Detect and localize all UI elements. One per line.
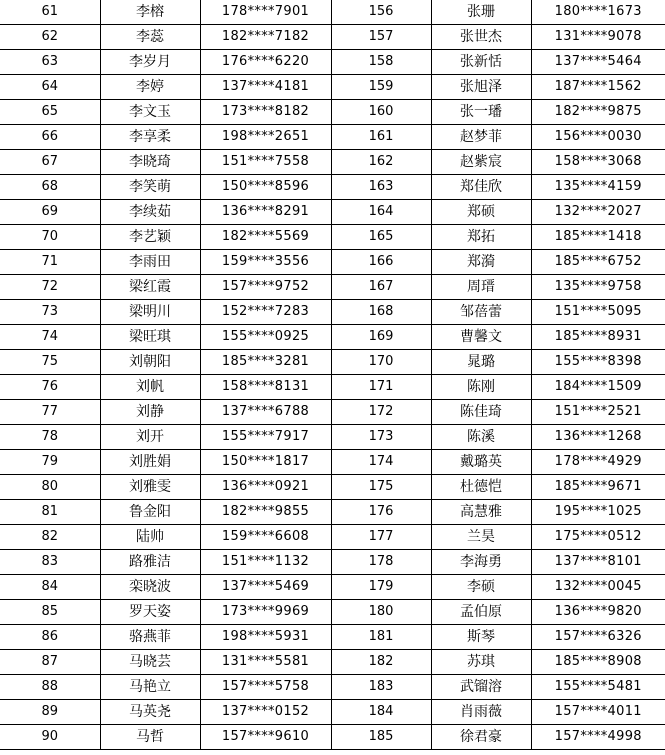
right-name-cell: 肖雨薇 xyxy=(431,700,531,725)
left-phone-cell: 185****3281 xyxy=(200,350,331,375)
left-phone-cell: 198****2651 xyxy=(200,125,331,150)
right-name-cell: 徐君豪 xyxy=(431,725,531,750)
right-name-cell: 陈溪 xyxy=(431,425,531,450)
right-phone-cell: 131****9078 xyxy=(531,25,665,50)
left-name-cell: 刘胜娟 xyxy=(100,450,200,475)
right-row-number-cell: 176 xyxy=(331,500,431,525)
left-row-number-cell: 77 xyxy=(0,400,100,425)
left-row-number-cell: 62 xyxy=(0,25,100,50)
table-row xyxy=(0,100,665,125)
left-name-cell: 刘静 xyxy=(100,400,200,425)
right-row-number-cell: 183 xyxy=(331,675,431,700)
right-row-number-cell: 172 xyxy=(331,400,431,425)
right-row-number-cell: 166 xyxy=(331,250,431,275)
right-name-cell: 张珊 xyxy=(431,0,531,25)
table-row xyxy=(0,600,665,625)
right-phone-cell: 185****1418 xyxy=(531,225,665,250)
left-name-cell: 罗天姿 xyxy=(100,600,200,625)
right-phone-cell: 136****1268 xyxy=(531,425,665,450)
right-phone-cell: 132****0045 xyxy=(531,575,665,600)
table-row xyxy=(0,175,665,200)
right-phone-cell: 180****1673 xyxy=(531,0,665,25)
left-phone-cell: 157****9752 xyxy=(200,275,331,300)
right-row-number-cell: 171 xyxy=(331,375,431,400)
right-phone-cell: 151****2521 xyxy=(531,400,665,425)
left-name-cell: 栾晓波 xyxy=(100,575,200,600)
left-name-cell: 马艳立 xyxy=(100,675,200,700)
right-row-number-cell: 177 xyxy=(331,525,431,550)
right-row-number-cell: 182 xyxy=(331,650,431,675)
right-row-number-cell: 168 xyxy=(331,300,431,325)
right-phone-cell: 137****8101 xyxy=(531,550,665,575)
table-row xyxy=(0,400,665,425)
right-phone-cell: 157****6326 xyxy=(531,625,665,650)
right-phone-cell: 187****1562 xyxy=(531,75,665,100)
right-row-number-cell: 175 xyxy=(331,475,431,500)
right-phone-cell: 185****9671 xyxy=(531,475,665,500)
left-name-cell: 刘朝阳 xyxy=(100,350,200,375)
left-phone-cell: 150****8596 xyxy=(200,175,331,200)
table-row xyxy=(0,700,665,725)
left-row-number-cell: 61 xyxy=(0,0,100,25)
table-row xyxy=(0,575,665,600)
left-row-number-cell: 81 xyxy=(0,500,100,525)
table-row xyxy=(0,350,665,375)
left-row-number-cell: 84 xyxy=(0,575,100,600)
left-phone-cell: 173****9969 xyxy=(200,600,331,625)
left-name-cell: 梁明川 xyxy=(100,300,200,325)
right-row-number-cell: 178 xyxy=(331,550,431,575)
right-phone-cell: 155****5481 xyxy=(531,675,665,700)
left-name-cell: 马晓芸 xyxy=(100,650,200,675)
right-phone-cell: 135****4159 xyxy=(531,175,665,200)
right-name-cell: 邹蓓蕾 xyxy=(431,300,531,325)
left-name-cell: 李笑萌 xyxy=(100,175,200,200)
right-row-number-cell: 156 xyxy=(331,0,431,25)
table-row xyxy=(0,375,665,400)
table-row xyxy=(0,0,665,25)
left-name-cell: 李雨田 xyxy=(100,250,200,275)
right-row-number-cell: 174 xyxy=(331,450,431,475)
table-row xyxy=(0,325,665,350)
right-phone-cell: 158****3068 xyxy=(531,150,665,175)
right-phone-cell: 135****9758 xyxy=(531,275,665,300)
left-name-cell: 李续茹 xyxy=(100,200,200,225)
left-row-number-cell: 72 xyxy=(0,275,100,300)
table-row xyxy=(0,650,665,675)
right-phone-cell: 185****6752 xyxy=(531,250,665,275)
right-row-number-cell: 169 xyxy=(331,325,431,350)
left-phone-cell: 198****5931 xyxy=(200,625,331,650)
left-phone-cell: 159****3556 xyxy=(200,250,331,275)
left-phone-cell: 152****7283 xyxy=(200,300,331,325)
left-row-number-cell: 65 xyxy=(0,100,100,125)
table-row xyxy=(0,25,665,50)
left-row-number-cell: 85 xyxy=(0,600,100,625)
left-phone-cell: 182****5569 xyxy=(200,225,331,250)
left-phone-cell: 178****7901 xyxy=(200,0,331,25)
left-row-number-cell: 79 xyxy=(0,450,100,475)
right-name-cell: 兰昊 xyxy=(431,525,531,550)
left-row-number-cell: 74 xyxy=(0,325,100,350)
left-name-cell: 李榕 xyxy=(100,0,200,25)
right-row-number-cell: 164 xyxy=(331,200,431,225)
right-phone-cell: 185****8931 xyxy=(531,325,665,350)
left-phone-cell: 158****8131 xyxy=(200,375,331,400)
right-row-number-cell: 170 xyxy=(331,350,431,375)
left-phone-cell: 137****0152 xyxy=(200,700,331,725)
left-phone-cell: 157****9610 xyxy=(200,725,331,750)
left-phone-cell: 137****6788 xyxy=(200,400,331,425)
left-row-number-cell: 70 xyxy=(0,225,100,250)
left-row-number-cell: 75 xyxy=(0,350,100,375)
left-row-number-cell: 64 xyxy=(0,75,100,100)
left-phone-cell: 182****7182 xyxy=(200,25,331,50)
table-row xyxy=(0,425,665,450)
left-name-cell: 梁红霞 xyxy=(100,275,200,300)
right-name-cell: 苏琪 xyxy=(431,650,531,675)
left-name-cell: 李岁月 xyxy=(100,50,200,75)
right-name-cell: 张一璠 xyxy=(431,100,531,125)
left-phone-cell: 176****6220 xyxy=(200,50,331,75)
right-row-number-cell: 158 xyxy=(331,50,431,75)
right-row-number-cell: 157 xyxy=(331,25,431,50)
right-row-number-cell: 173 xyxy=(331,425,431,450)
table-row xyxy=(0,625,665,650)
right-phone-cell: 156****0030 xyxy=(531,125,665,150)
right-name-cell: 斯琴 xyxy=(431,625,531,650)
left-name-cell: 李艺颖 xyxy=(100,225,200,250)
left-phone-cell: 137****4181 xyxy=(200,75,331,100)
right-row-number-cell: 163 xyxy=(331,175,431,200)
right-row-number-cell: 179 xyxy=(331,575,431,600)
right-name-cell: 高慧雅 xyxy=(431,500,531,525)
right-phone-cell: 195****1025 xyxy=(531,500,665,525)
left-row-number-cell: 69 xyxy=(0,200,100,225)
left-phone-cell: 155****0925 xyxy=(200,325,331,350)
table-row xyxy=(0,675,665,700)
table-row xyxy=(0,250,665,275)
left-row-number-cell: 73 xyxy=(0,300,100,325)
left-name-cell: 李享柔 xyxy=(100,125,200,150)
right-name-cell: 陈刚 xyxy=(431,375,531,400)
left-phone-cell: 157****5758 xyxy=(200,675,331,700)
right-name-cell: 陈佳琦 xyxy=(431,400,531,425)
left-phone-cell: 131****5581 xyxy=(200,650,331,675)
left-phone-cell: 136****8291 xyxy=(200,200,331,225)
left-name-cell: 刘帆 xyxy=(100,375,200,400)
left-row-number-cell: 68 xyxy=(0,175,100,200)
left-row-number-cell: 76 xyxy=(0,375,100,400)
right-phone-cell: 151****5095 xyxy=(531,300,665,325)
right-name-cell: 杜德恺 xyxy=(431,475,531,500)
table-row xyxy=(0,525,665,550)
right-phone-cell: 182****9875 xyxy=(531,100,665,125)
left-phone-cell: 182****9855 xyxy=(200,500,331,525)
right-row-number-cell: 160 xyxy=(331,100,431,125)
right-row-number-cell: 161 xyxy=(331,125,431,150)
left-name-cell: 刘开 xyxy=(100,425,200,450)
right-name-cell: 武镏溶 xyxy=(431,675,531,700)
table-row xyxy=(0,300,665,325)
left-name-cell: 鲁金阳 xyxy=(100,500,200,525)
left-row-number-cell: 66 xyxy=(0,125,100,150)
left-name-cell: 骆燕菲 xyxy=(100,625,200,650)
right-name-cell: 曹馨文 xyxy=(431,325,531,350)
table-row xyxy=(0,450,665,475)
right-phone-cell: 184****1509 xyxy=(531,375,665,400)
left-phone-cell: 137****5469 xyxy=(200,575,331,600)
table-row xyxy=(0,125,665,150)
table-row xyxy=(0,550,665,575)
right-name-cell: 李硕 xyxy=(431,575,531,600)
right-phone-cell: 136****9820 xyxy=(531,600,665,625)
left-name-cell: 李蕊 xyxy=(100,25,200,50)
right-phone-cell: 157****4011 xyxy=(531,700,665,725)
right-name-cell: 郑漪 xyxy=(431,250,531,275)
left-row-number-cell: 86 xyxy=(0,625,100,650)
table-row xyxy=(0,275,665,300)
right-row-number-cell: 162 xyxy=(331,150,431,175)
right-name-cell: 孟伯原 xyxy=(431,600,531,625)
right-name-cell: 周瑨 xyxy=(431,275,531,300)
left-row-number-cell: 63 xyxy=(0,50,100,75)
left-phone-cell: 173****8182 xyxy=(200,100,331,125)
left-row-number-cell: 78 xyxy=(0,425,100,450)
table-row xyxy=(0,725,665,750)
right-name-cell: 郑拓 xyxy=(431,225,531,250)
right-row-number-cell: 181 xyxy=(331,625,431,650)
table-row xyxy=(0,500,665,525)
right-row-number-cell: 167 xyxy=(331,275,431,300)
right-row-number-cell: 185 xyxy=(331,725,431,750)
right-phone-cell: 137****5464 xyxy=(531,50,665,75)
left-row-number-cell: 89 xyxy=(0,700,100,725)
left-phone-cell: 155****7917 xyxy=(200,425,331,450)
right-row-number-cell: 180 xyxy=(331,600,431,625)
left-row-number-cell: 83 xyxy=(0,550,100,575)
right-name-cell: 戴璐英 xyxy=(431,450,531,475)
table-row xyxy=(0,475,665,500)
right-phone-cell: 132****2027 xyxy=(531,200,665,225)
left-phone-cell: 151****7558 xyxy=(200,150,331,175)
left-row-number-cell: 67 xyxy=(0,150,100,175)
left-row-number-cell: 71 xyxy=(0,250,100,275)
right-phone-cell: 155****8398 xyxy=(531,350,665,375)
left-name-cell: 梁旺琪 xyxy=(100,325,200,350)
right-phone-cell: 175****0512 xyxy=(531,525,665,550)
left-phone-cell: 159****6608 xyxy=(200,525,331,550)
right-name-cell: 赵紫宸 xyxy=(431,150,531,175)
right-phone-cell: 157****4998 xyxy=(531,725,665,750)
right-name-cell: 赵梦菲 xyxy=(431,125,531,150)
left-row-number-cell: 82 xyxy=(0,525,100,550)
right-name-cell: 李海勇 xyxy=(431,550,531,575)
left-phone-cell: 151****1132 xyxy=(200,550,331,575)
right-row-number-cell: 184 xyxy=(331,700,431,725)
right-name-cell: 郑佳欣 xyxy=(431,175,531,200)
left-row-number-cell: 90 xyxy=(0,725,100,750)
left-name-cell: 马哲 xyxy=(100,725,200,750)
right-row-number-cell: 159 xyxy=(331,75,431,100)
table-row xyxy=(0,75,665,100)
left-phone-cell: 136****0921 xyxy=(200,475,331,500)
table-row xyxy=(0,200,665,225)
table-row xyxy=(0,50,665,75)
left-name-cell: 李文玉 xyxy=(100,100,200,125)
left-row-number-cell: 87 xyxy=(0,650,100,675)
left-phone-cell: 150****1817 xyxy=(200,450,331,475)
left-name-cell: 刘雅雯 xyxy=(100,475,200,500)
right-name-cell: 张新恬 xyxy=(431,50,531,75)
left-row-number-cell: 80 xyxy=(0,475,100,500)
left-name-cell: 路雅洁 xyxy=(100,550,200,575)
right-phone-cell: 178****4929 xyxy=(531,450,665,475)
right-phone-cell: 185****8908 xyxy=(531,650,665,675)
right-name-cell: 郑硕 xyxy=(431,200,531,225)
table-row xyxy=(0,150,665,175)
left-name-cell: 李婷 xyxy=(100,75,200,100)
right-row-number-cell: 165 xyxy=(331,225,431,250)
left-name-cell: 马英尧 xyxy=(100,700,200,725)
right-name-cell: 张世杰 xyxy=(431,25,531,50)
table-row xyxy=(0,225,665,250)
right-name-cell: 晁璐 xyxy=(431,350,531,375)
left-name-cell: 陆帅 xyxy=(100,525,200,550)
left-row-number-cell: 88 xyxy=(0,675,100,700)
right-name-cell: 张旭泽 xyxy=(431,75,531,100)
left-name-cell: 李晓琦 xyxy=(100,150,200,175)
